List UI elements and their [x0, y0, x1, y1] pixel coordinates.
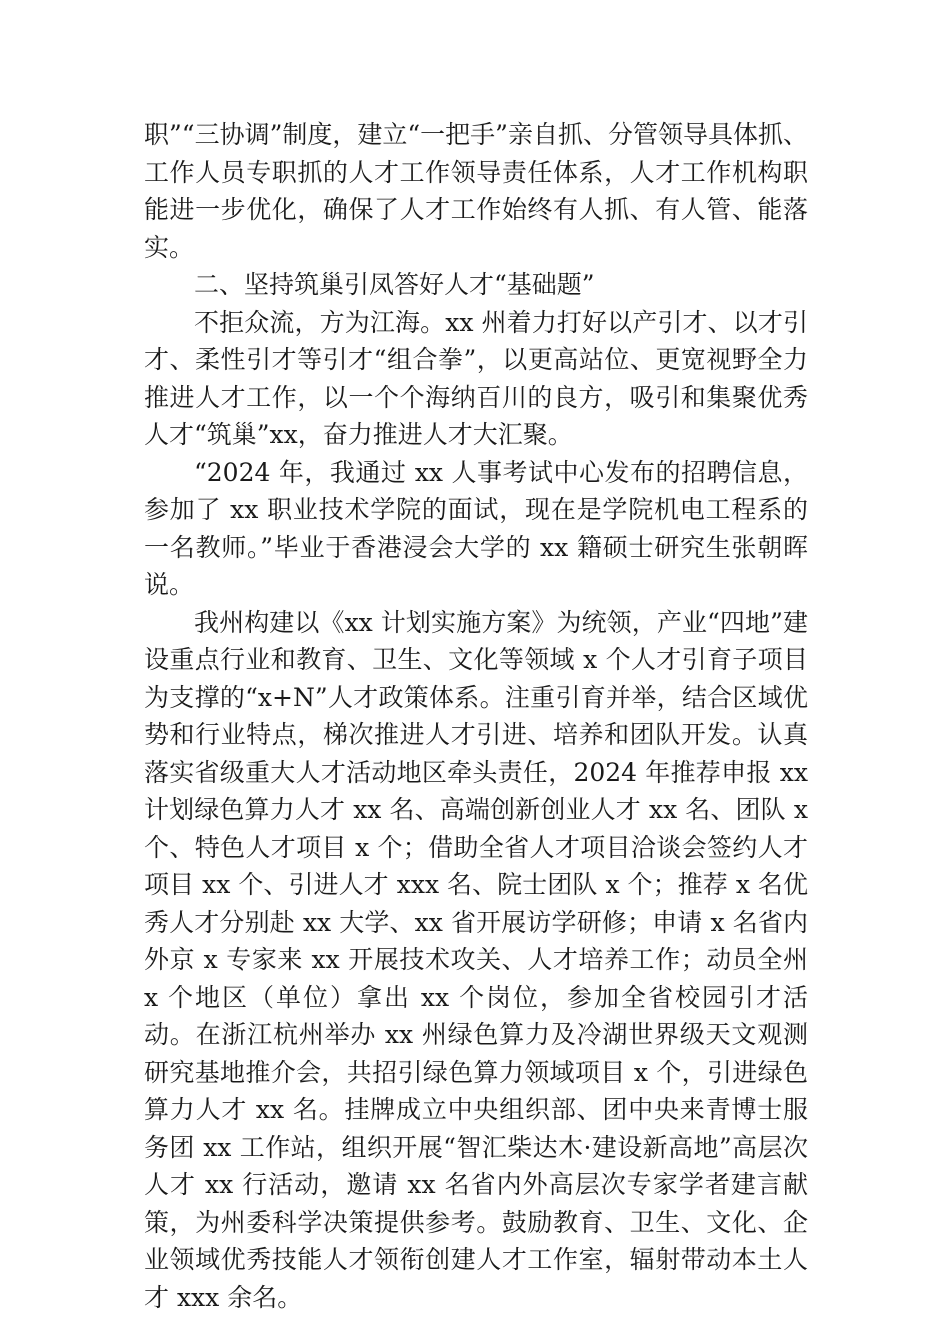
paragraph-1: 不拒众流，方为江海。xx 州着力打好以产引才、以才引才、柔性引才等引才“组合拳”，以更高站位、更宽视野全力推进人才工作，以一个个海纳百川的良方，吸引和集聚优秀人才“筑巢”xx，奋力推进人才大汇聚。	[144, 307, 808, 449]
document-body	[144, 116, 808, 1316]
paragraph-continued: 职”“三协调”制度，建立“一把手”亲自抓、分管领导具体抓、工作人员专职抓的人才工作领导责任体系，人才工作机构职能进一步优化，确保了人才工作始终有人抓、有人管、能落实。	[144, 120, 808, 262]
paragraph-3: 我州构建以《xx 计划实施方案》为统领，产业“四地”建设重点行业和教育、卫生、文化等领域 x 个人才引育子项目为支撑的“x+N”人才政策体系。注重引育并举，结合区域优势和行业特点，梯次推进人才引进、培养和团队开发。认真落实省级重大人才活动地区牵头责任，2024 年推荐申报 xx 计划绿色算力人才 xx 名、高端创新创业人才 xx 名、团队 x 个、特色人才项目 x 个；借助全省人才项目洽谈会签约人才项目 xx 个、引进人才 xxx 名、院士团队 x 个；推荐 x 名优秀人才分别赴 xx 大学、xx 省开展访学研修；申请 x 名省内外京 x 专家来 xx 开展技术攻关、人才培养工作；动员全州 x 个地区（单位）拿出 xx 个岗位，参加全省校园引才活动。在浙江杭州举办 xx 州绿色算力及冷湖世界级天文观测研究基地推介会，共招引绿色算力领域项目 x 个，引进绿色算力人才 xx 名。挂牌成立中央组织部、团中央来青博士服务团 xx 工作站，组织开展“智汇柴达木·建设新高地”高层次人才 xx 行活动，邀请 xx 名省内外高层次专家学者建言献策，为州委科学决策提供参考。鼓励教育、卫生、文化、企业领域优秀技能人才领衔创建人才工作室，辐射带动本土人才 xxx 余名。	[144, 607, 808, 1312]
paragraph-2: “2024 年，我通过 xx 人事考试中心发布的招聘信息，参加了 xx 职业技术学院的面试，现在是学院机电工程系的一名教师。”毕业于香港浸会大学的 xx 籍硕士研究生张朝晖说。	[144, 457, 808, 599]
section-heading: 二、坚持筑巢引凤答好人才“基础题”	[194, 270, 595, 299]
